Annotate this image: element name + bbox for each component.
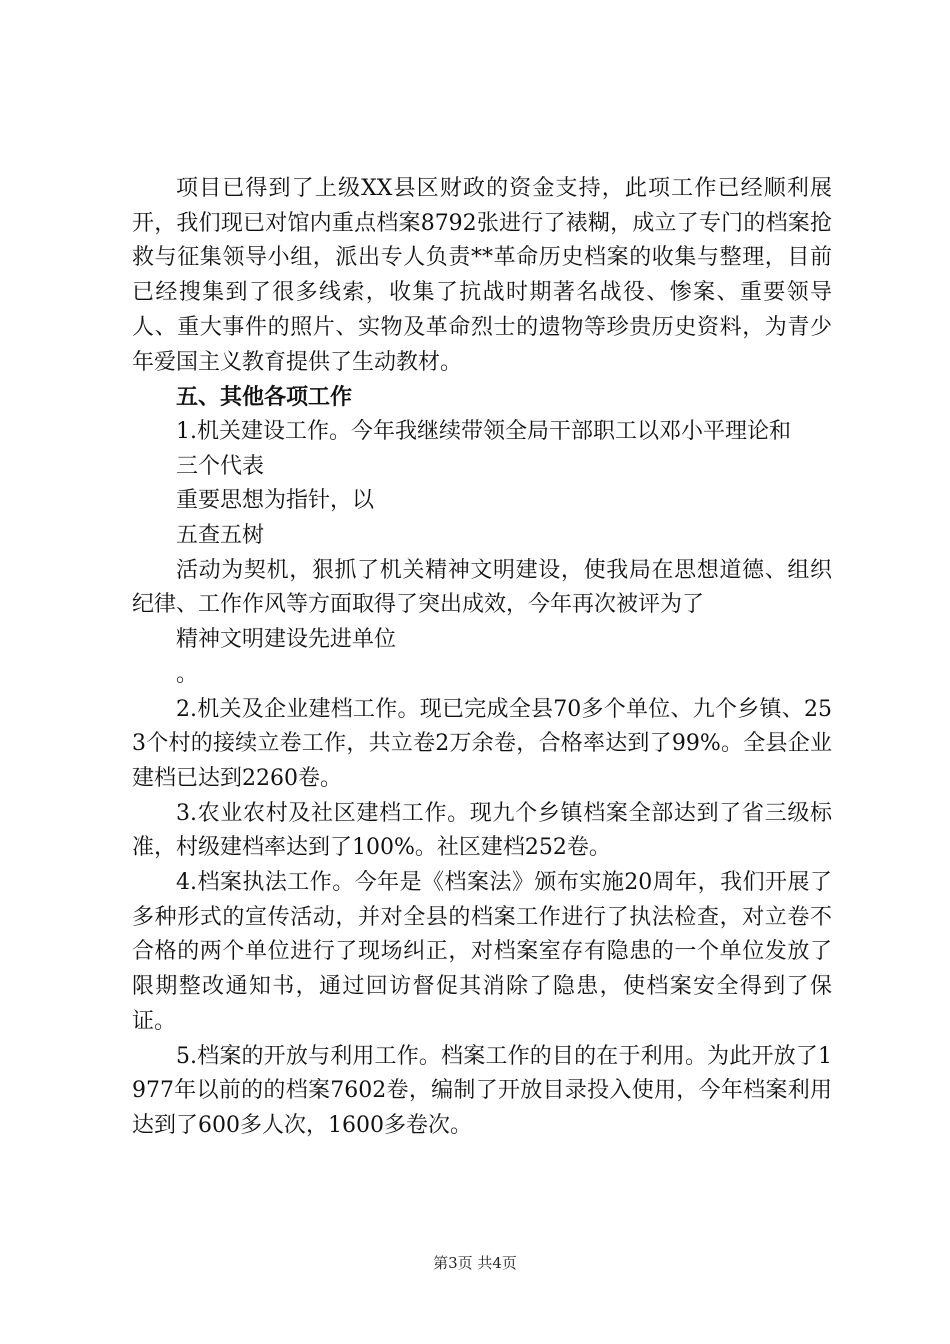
document-body <box>132 172 832 1144</box>
item-1-guideline: 重要思想为指针，以 <box>176 488 375 514</box>
section-heading-other-work: 五、其他各项工作 <box>176 384 353 411</box>
page-footer: 第3页 共4页 <box>433 1254 517 1272</box>
item-1-quote-three-represents: 三个代表 <box>176 453 265 479</box>
item-5-open-use: 5.档案的开放与利用工作。档案工作的目的在于利用。为此开放了1977年以前的的档案7602卷，编制了开放目录投入使用，今年档案利用达到了600多人次，1600多卷次。 <box>132 1043 832 1138</box>
item-2-enterprise-archiving: 2.机关及企业建档工作。现已完成全县70多个单位、九个乡镇、253个村的接续立卷工作，共立卷2万余卷，合格率达到了99%。全县企业建档已达到2260卷。 <box>132 696 832 791</box>
paragraph-project-funding: 项目已得到了上级XX县区财政的资金支持，此项工作已经顺利展开，我们现已对馆内重点档案8792张进行了裱糊，成立了专门的档案抢救与征集领导小组，派出专人负责**革命历史档案的收集与整理，目前已经搜集到了很多线索，收集了抗战时期著名战役、惨案、重要领导人、重大事件的照片、实物及革命烈士的遗物等珍贵历史资料，为青少年爱国主义教育提供了生动教材。 <box>132 176 832 375</box>
item-1-period: 。 <box>176 661 199 687</box>
item-1-quote-award: 精神文明建设先进单位 <box>176 627 397 653</box>
item-3-rural-archiving: 3.农业农村及社区建档工作。现九个乡镇档案全部达到了省三级标准，村级建档率达到了100%。社区建档252卷。 <box>132 800 832 861</box>
item-1-quote-five-checks: 五查五树 <box>176 523 265 549</box>
item-4-law-enforcement: 4.档案执法工作。今年是《档案法》颁布实施20周年，我们开展了多种形式的宣传活动，并对全县的档案工作进行了执法检查，对立卷不合格的两个单位进行了现场纠正，对档案室存有隐患的一个单位发放了限期整改通知书，通过回访督促其消除了隐患，使档案安全得到了保证。 <box>132 870 832 1034</box>
item-1-activity: 活动为契机，狠抓了机关精神文明建设，使我局在思想道德、组织纪律、工作作风等方面取得了突出成效，今年再次被评为了 <box>132 557 832 618</box>
item-1-intro: 1.机关建设工作。今年我继续带领全局干部职工以邓小平理论和 <box>176 418 791 444</box>
